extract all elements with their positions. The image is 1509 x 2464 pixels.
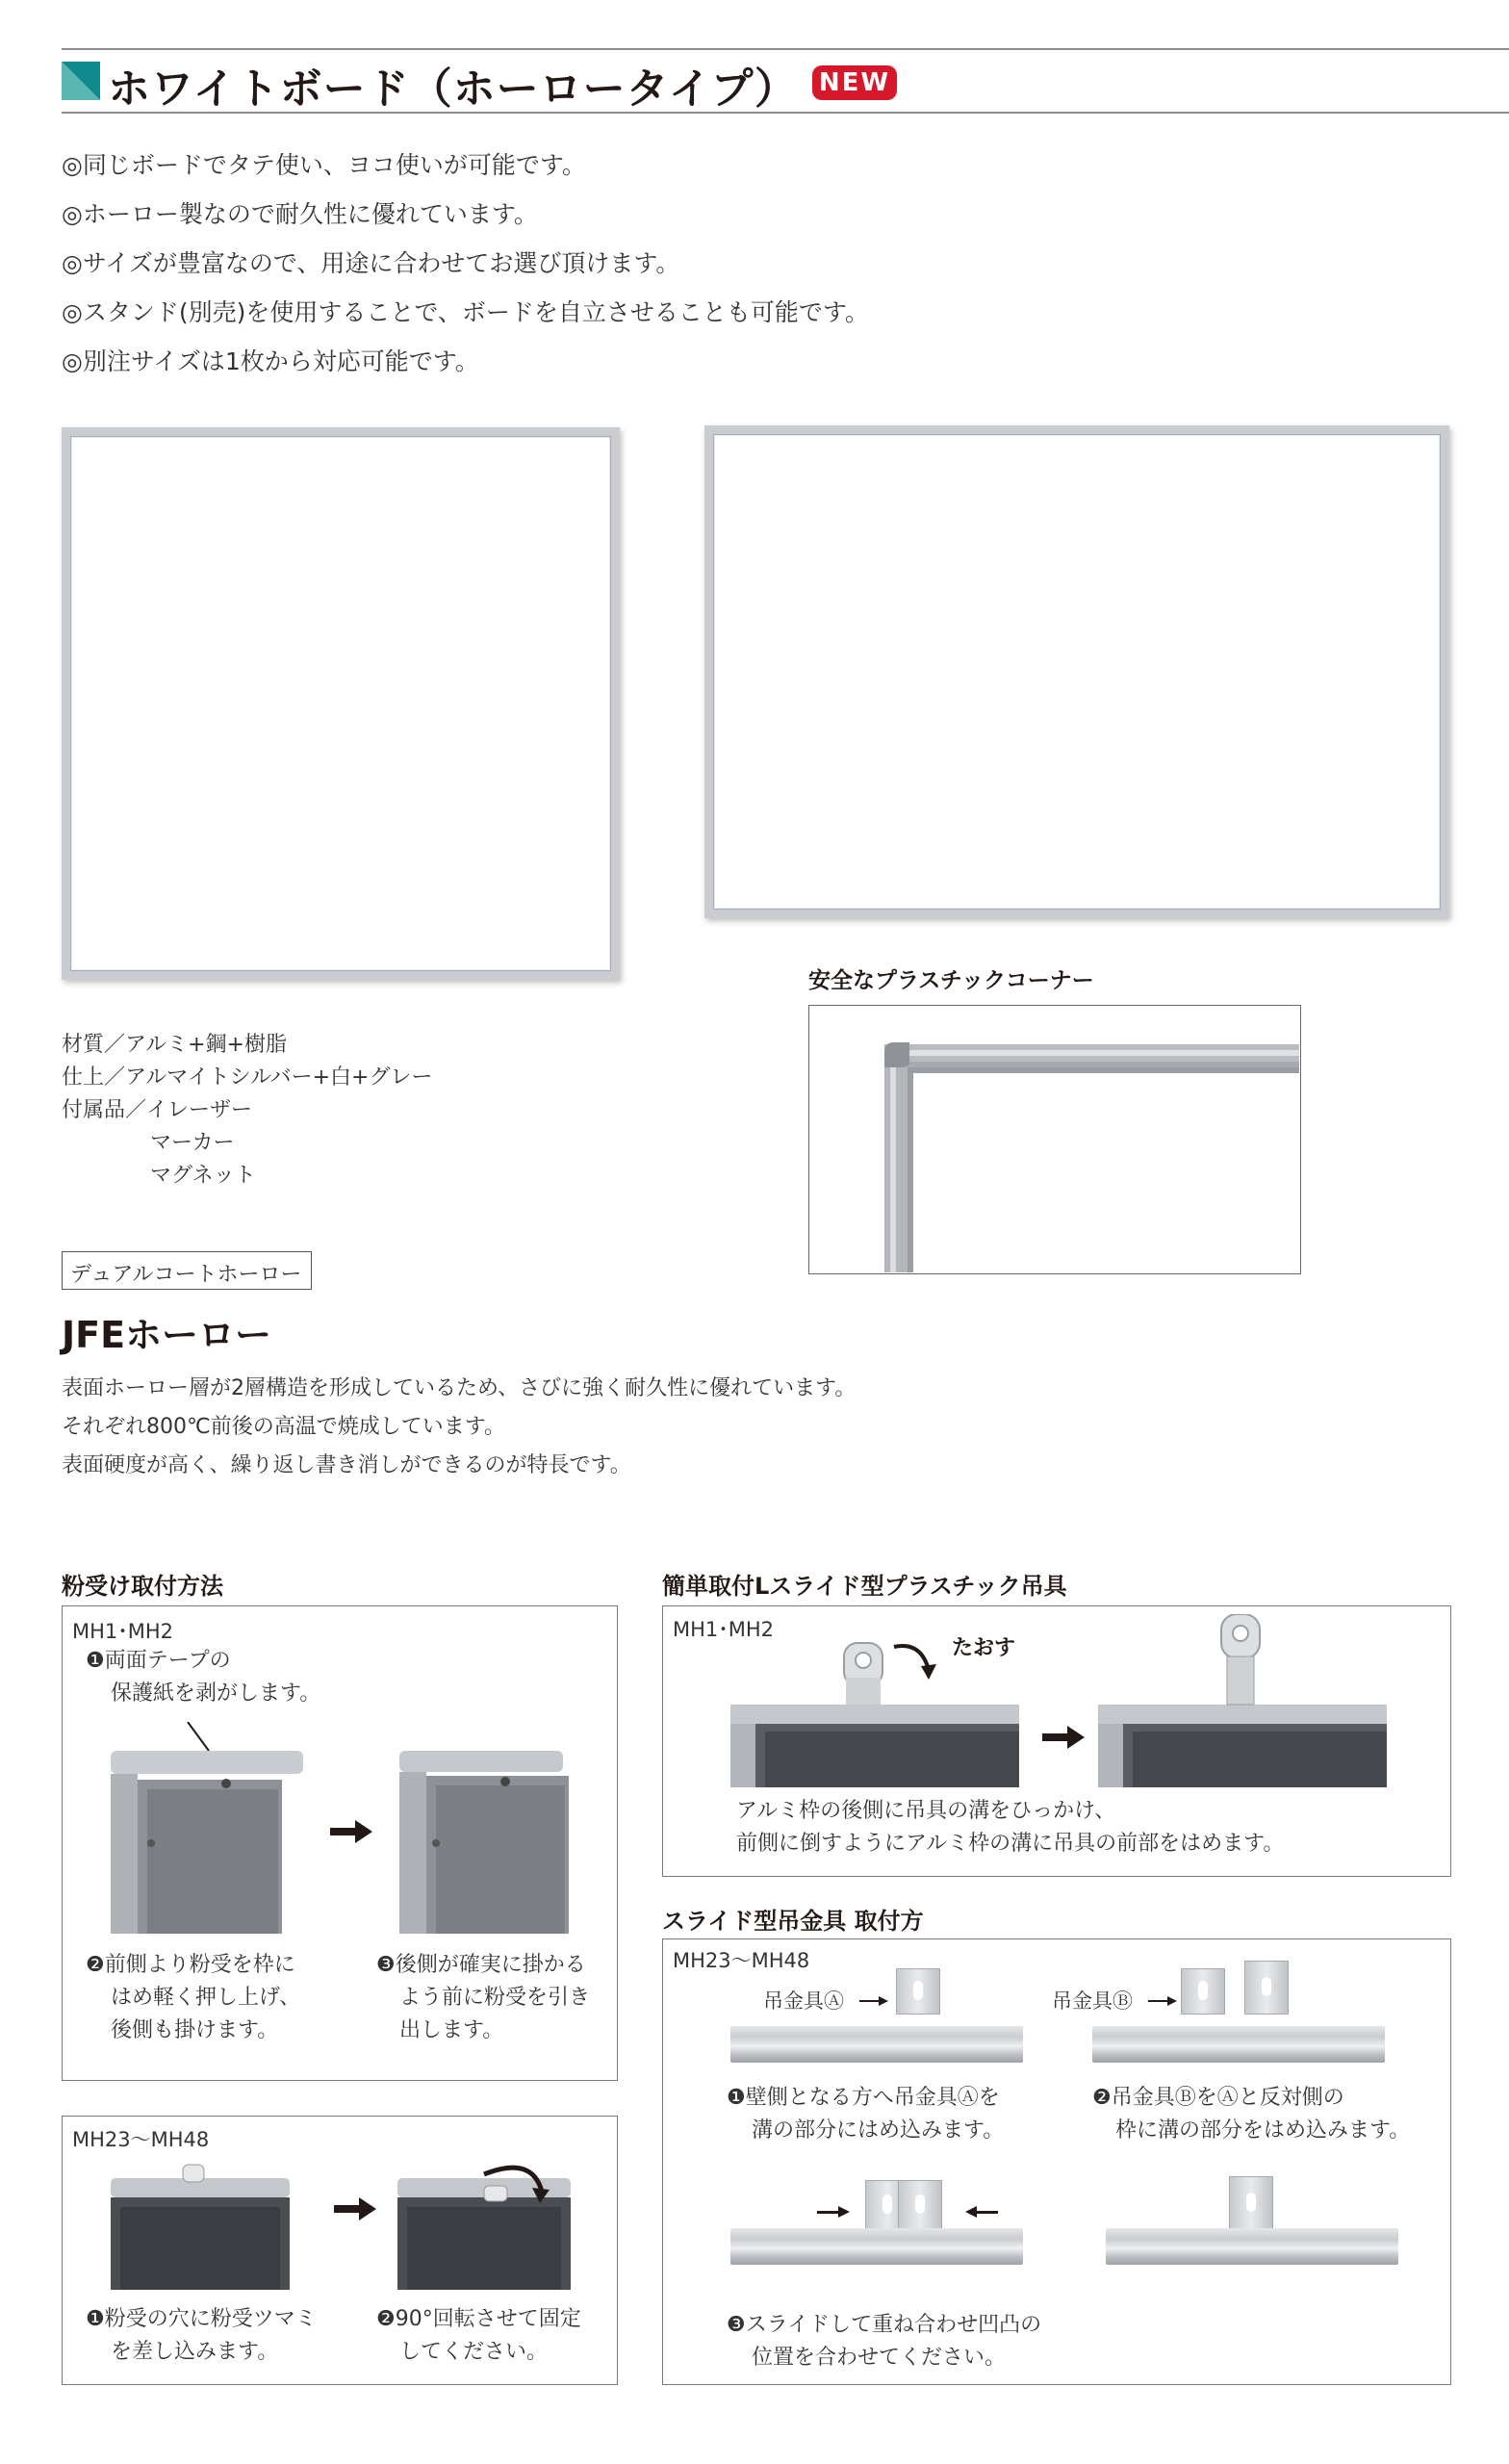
teal-square-icon — [62, 62, 100, 100]
header-top-rule — [62, 48, 1509, 50]
l-slide-box — [662, 1605, 1451, 1877]
feature-1: ◎同じボードでタテ使い、ヨコ使いが可能です。 — [62, 151, 586, 179]
hanger-b-left — [1181, 1968, 1225, 2015]
feature-2: ◎ホーロー製なので耐久性に優れています。 — [62, 200, 538, 228]
coating-line-2: それぞれ800℃前後の高温で焼成しています。 — [62, 1415, 505, 1439]
tray-box1-step2-line2: はめ軽く押し上げ、 — [111, 1986, 301, 2010]
frame-rail — [730, 2228, 1023, 2265]
tray-box1-step2-line3: 後側も掛けます。 — [111, 2018, 279, 2042]
coating-line-3: 表面硬度が高く、繰り返し書き消しができるのが特長です。 — [62, 1453, 631, 1477]
tray-mount-box-2 — [62, 2116, 618, 2385]
spec-accessory-magnet: マグネット — [150, 1164, 256, 1188]
tray-knob-photo-2 — [388, 2159, 580, 2290]
l-slide-model: MH1･MH2 — [673, 1618, 775, 1641]
keyhole-icon — [913, 1981, 923, 2000]
right-arrow-icon — [330, 1820, 372, 1843]
hanger-a — [896, 1968, 940, 2015]
slide-step1-line2: 溝の部分にはめ込みます。 — [752, 2118, 1005, 2143]
feature-5: ◎別注サイズは1枚から対応可能です。 — [62, 347, 479, 375]
slide-step1-line1: ❶壁側となる方へ吊金具Ⓐを — [727, 2086, 1000, 2110]
coating-title: JFEホーロー — [62, 1314, 272, 1356]
l-slide-desc-line2: 前側に倒すようにアルミ枠の溝に吊具の前部をはめます。 — [736, 1832, 1285, 1856]
tray-box1-step1-line2: 保護紙を剥がします。 — [111, 1681, 321, 1706]
whiteboard-horizontal-image — [704, 425, 1449, 918]
small-arrow-icon — [1148, 1995, 1177, 2007]
tray-box2-step1-line2: を差し込みます。 — [111, 2340, 279, 2364]
corner-illustration — [809, 1006, 1299, 1272]
tray-box2-step2-line2: してください。 — [399, 2340, 549, 2364]
tray-photo-before — [101, 1722, 322, 1934]
coating-tag — [62, 1251, 312, 1290]
tray-box2-step1-line1: ❶粉受の穴に粉受ツマミ — [86, 2307, 317, 2331]
coating-tag-text: デュアルコートホーロー — [70, 1263, 302, 1287]
hanger-a-label: 吊金具Ⓐ — [763, 1989, 844, 2013]
frame-rail — [1106, 2228, 1398, 2265]
spec-accessories: 付属品／イレーザー — [62, 1098, 253, 1122]
tray-box1-step3-line3: 出します。 — [399, 2018, 504, 2042]
spec-finish: 仕上／アルマイトシルバー+白+グレー — [62, 1065, 433, 1090]
keyhole-icon — [1198, 1981, 1208, 2000]
coating-line-1: 表面ホーロー層が2層構造を形成しているため、さびに強く耐久性に優れています。 — [62, 1376, 857, 1400]
frame-rail — [1092, 2026, 1385, 2063]
l-slide-photo-after — [1098, 1614, 1387, 1787]
left-arrow-icon — [965, 2205, 998, 2219]
tray-knob-photo-1 — [101, 2159, 294, 2290]
slide-step2-line1: ❷吊金具ⒷをⒶと反対側の — [1092, 2086, 1344, 2110]
whiteboard-vertical-image — [62, 427, 620, 980]
slide-hanger-box — [662, 1938, 1451, 2385]
spec-material: 材質／アルミ+鋼+樹脂 — [62, 1033, 287, 1057]
keyhole-icon — [915, 2194, 925, 2214]
slide-step2-line2: 枠に溝の部分をはめ込みます。 — [1115, 2118, 1411, 2143]
page-title: ホワイトボード（ホーロータイプ） — [108, 64, 798, 114]
keyhole-icon — [1262, 1977, 1271, 1996]
small-arrow-icon — [859, 1995, 888, 2007]
feature-4: ◎スタンド(別売)を使用することで、ボードを自立させることも可能です。 — [62, 298, 869, 326]
hanger-b-label: 吊金具Ⓑ — [1052, 1989, 1133, 2013]
slide-step3-line1: ❸スライドして重ね合わせ凹凸の — [727, 2313, 1042, 2337]
tray-box2-step2-line1: ❷90°回転させて固定 — [376, 2307, 581, 2331]
tray-box1-model: MH1･MH2 — [72, 1620, 174, 1643]
slide-hanger-heading: スライド型吊金具 取付方 — [662, 1908, 924, 1935]
tray-box1-step3-line2: よう前に粉受を引き — [399, 1986, 591, 2010]
corner-detail-image — [808, 1005, 1301, 1274]
l-slide-heading: 簡単取付Lスライド型プラスチック吊具 — [662, 1573, 1067, 1600]
tray-box1-step3-line1: ❸後側が確実に掛かる — [376, 1953, 586, 1977]
l-slide-desc-line1: アルミ枠の後側に吊具の溝をひっかけ、 — [736, 1799, 1116, 1823]
right-arrow-icon — [1042, 1726, 1085, 1749]
tray-photo-after — [380, 1722, 592, 1934]
slide-step3-line2: 位置を合わせてください。 — [752, 2346, 1007, 2370]
tray-box2-model: MH23～MH48 — [72, 2128, 210, 2151]
right-arrow-icon — [817, 2205, 850, 2219]
tip-label: たおす — [952, 1636, 1016, 1660]
keyhole-icon — [1246, 2193, 1256, 2212]
tray-mount-heading: 粉受け取付方法 — [62, 1573, 223, 1600]
hanger-b-right — [1244, 1961, 1289, 2015]
tray-box1-step2-line1: ❷前側より粉受を枠に — [86, 1953, 295, 1977]
frame-rail — [730, 2026, 1023, 2063]
corner-label: 安全なプラスチックコーナー — [808, 968, 1094, 993]
right-arrow-icon — [334, 2197, 376, 2220]
new-badge: NEW — [812, 65, 897, 100]
spec-accessory-marker: マーカー — [150, 1131, 235, 1155]
feature-3: ◎サイズが豊富なので、用途に合わせてお選び頂けます。 — [62, 249, 680, 277]
tray-box1-step1-line1: ❶両面テープの — [86, 1649, 231, 1673]
tray-mount-box-1 — [62, 1605, 618, 2081]
keyhole-icon — [882, 2194, 892, 2214]
slide-hanger-model: MH23～MH48 — [673, 1949, 810, 1972]
